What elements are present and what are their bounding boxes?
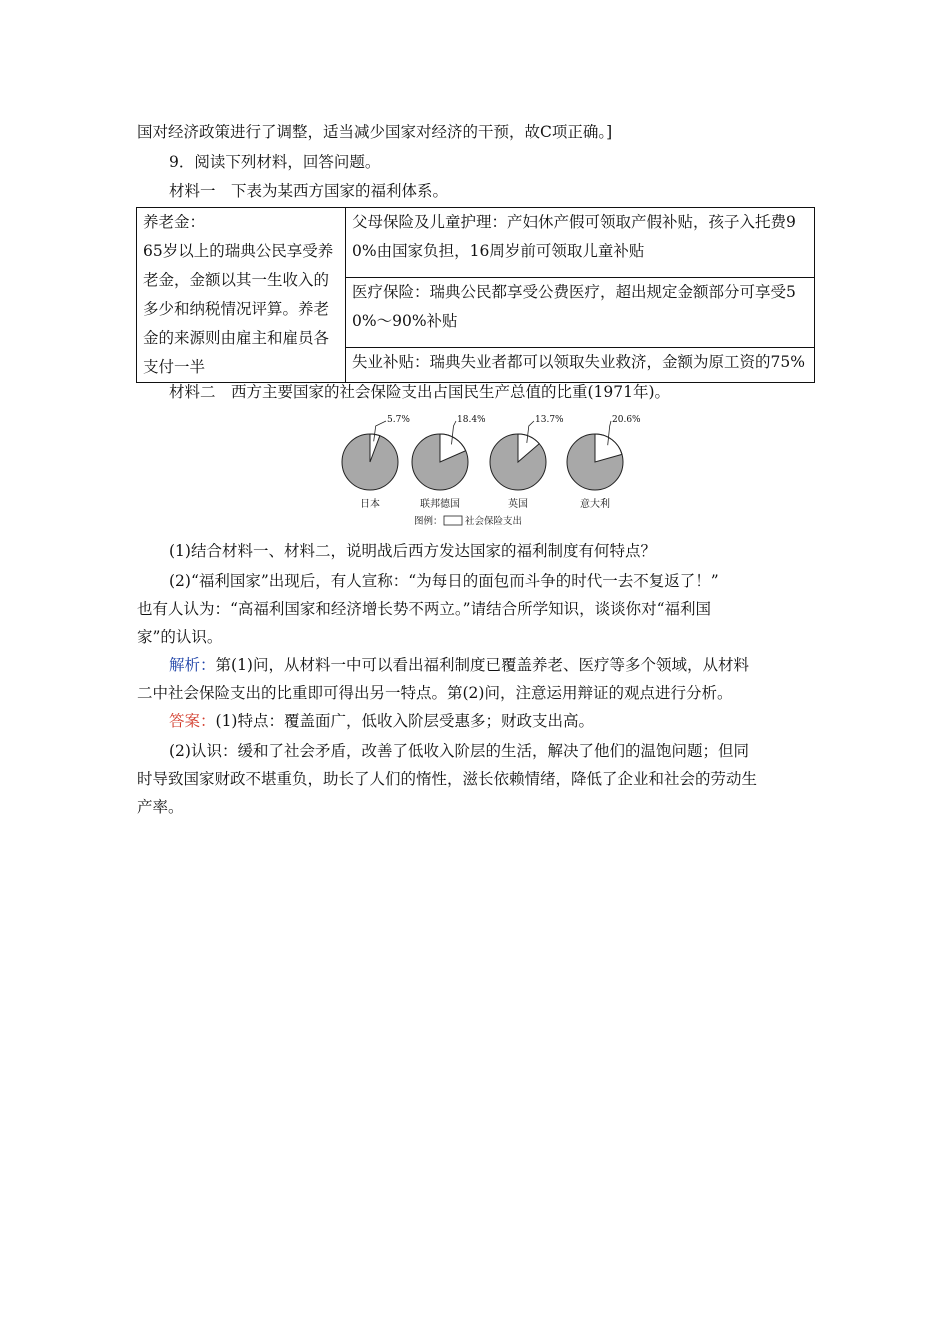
pie-charts-figure: [330, 410, 650, 532]
welfare-table: [136, 207, 815, 383]
pie-value-label: 20.6%: [612, 415, 641, 425]
pie-2: [412, 415, 486, 510]
question-2-line: (2)“福利国家”出现后，有人宣称：“为每日的面包而斗争的时代一去不复返了！”: [169, 572, 719, 590]
pension-body: 65岁以上的瑞典公民享受养老金，金额以其一生收入的多少和纳税情况评算。养老金的来源则由雇主和雇员各支付一半: [143, 242, 334, 376]
pension-cell: [137, 208, 346, 383]
legend-label: 社会保险支出: [465, 516, 523, 527]
answer-text: (1)特点：覆盖面广，低收入阶层受惠多；财政支出高。: [215, 712, 594, 730]
unemployment-cell: [346, 347, 815, 383]
pie-3: [490, 415, 564, 510]
answer-label: 答案：: [169, 712, 216, 730]
answer-line: 时导致国家财政不堪重负，助长了人们的惰性，滋长依赖情绪，降低了企业和社会的劳动生: [137, 770, 758, 788]
pie-value-label: 18.4%: [457, 415, 486, 425]
pie-1: [342, 415, 410, 510]
question-2-line: 家”的认识。: [137, 628, 223, 646]
parent-insurance-cell: [346, 208, 815, 278]
pie-category-label: 意大利: [580, 499, 610, 510]
pie-category-label: 日本: [360, 499, 380, 510]
pie-value-label: 13.7%: [535, 415, 564, 425]
question-2-line: 也有人认为：“高福利国家和经济增长势不两立。”请结合所学知识，谈谈你对“福利国: [137, 600, 712, 618]
legend-swatch: [444, 516, 462, 525]
medical-insurance-cell: [346, 277, 815, 347]
analysis-label: 解析：: [169, 656, 216, 674]
unemployment-text: 失业补贴：瑞典失业者都可以领取失业救济，金额为原工资的75%: [352, 352, 805, 371]
chart-legend: [414, 515, 522, 527]
answer-line: [169, 710, 849, 732]
legend-prefix: 图例：: [414, 516, 443, 527]
answer-line: 产率。: [137, 798, 184, 816]
pension-title: 养老金：: [143, 213, 206, 231]
pie-category-label: 英国: [508, 499, 528, 510]
parent-insurance-text: 父母保险及儿童护理：产妇休产假可领取产假补贴，孩子入托费90%由国家负担，16周岁前可领取儿童补贴: [352, 213, 796, 260]
material-one-caption: 材料一 下表为某西方国家的福利体系。: [169, 182, 449, 200]
text-line: 国对经济政策进行了调整，适当减少国家对经济的干预，故C项正确。]: [137, 123, 613, 141]
analysis-line: 二中社会保险支出的比重即可得出另一特点。第(2)问，注意运用辩证的观点进行分析。: [137, 684, 733, 702]
question-heading: 9．阅读下列材料，回答问题。: [169, 153, 381, 171]
analysis-text: 第(1)问，从材料一中可以看出福利制度已覆盖养老、医疗等多个领域，从材料: [215, 656, 749, 674]
answer-line: (2)认识：缓和了社会矛盾，改善了低收入阶层的生活，解决了他们的温饱问题；但同: [169, 742, 749, 760]
medical-insurance-text: 医疗保险：瑞典公民都享受公费医疗，超出规定金额部分可享受50%～90%补贴: [352, 282, 796, 330]
question-1: (1)结合材料一、材料二，说明战后西方发达国家的福利制度有何特点？: [169, 542, 656, 560]
pie-4: [567, 415, 641, 510]
pie-value-label: 5.7%: [387, 415, 410, 425]
material-two-caption: 材料二 西方主要国家的社会保险支出占国民生产总值的比重(1971年)。: [169, 383, 671, 401]
analysis-line: [169, 654, 849, 676]
pie-category-label: 联邦德国: [420, 499, 460, 510]
